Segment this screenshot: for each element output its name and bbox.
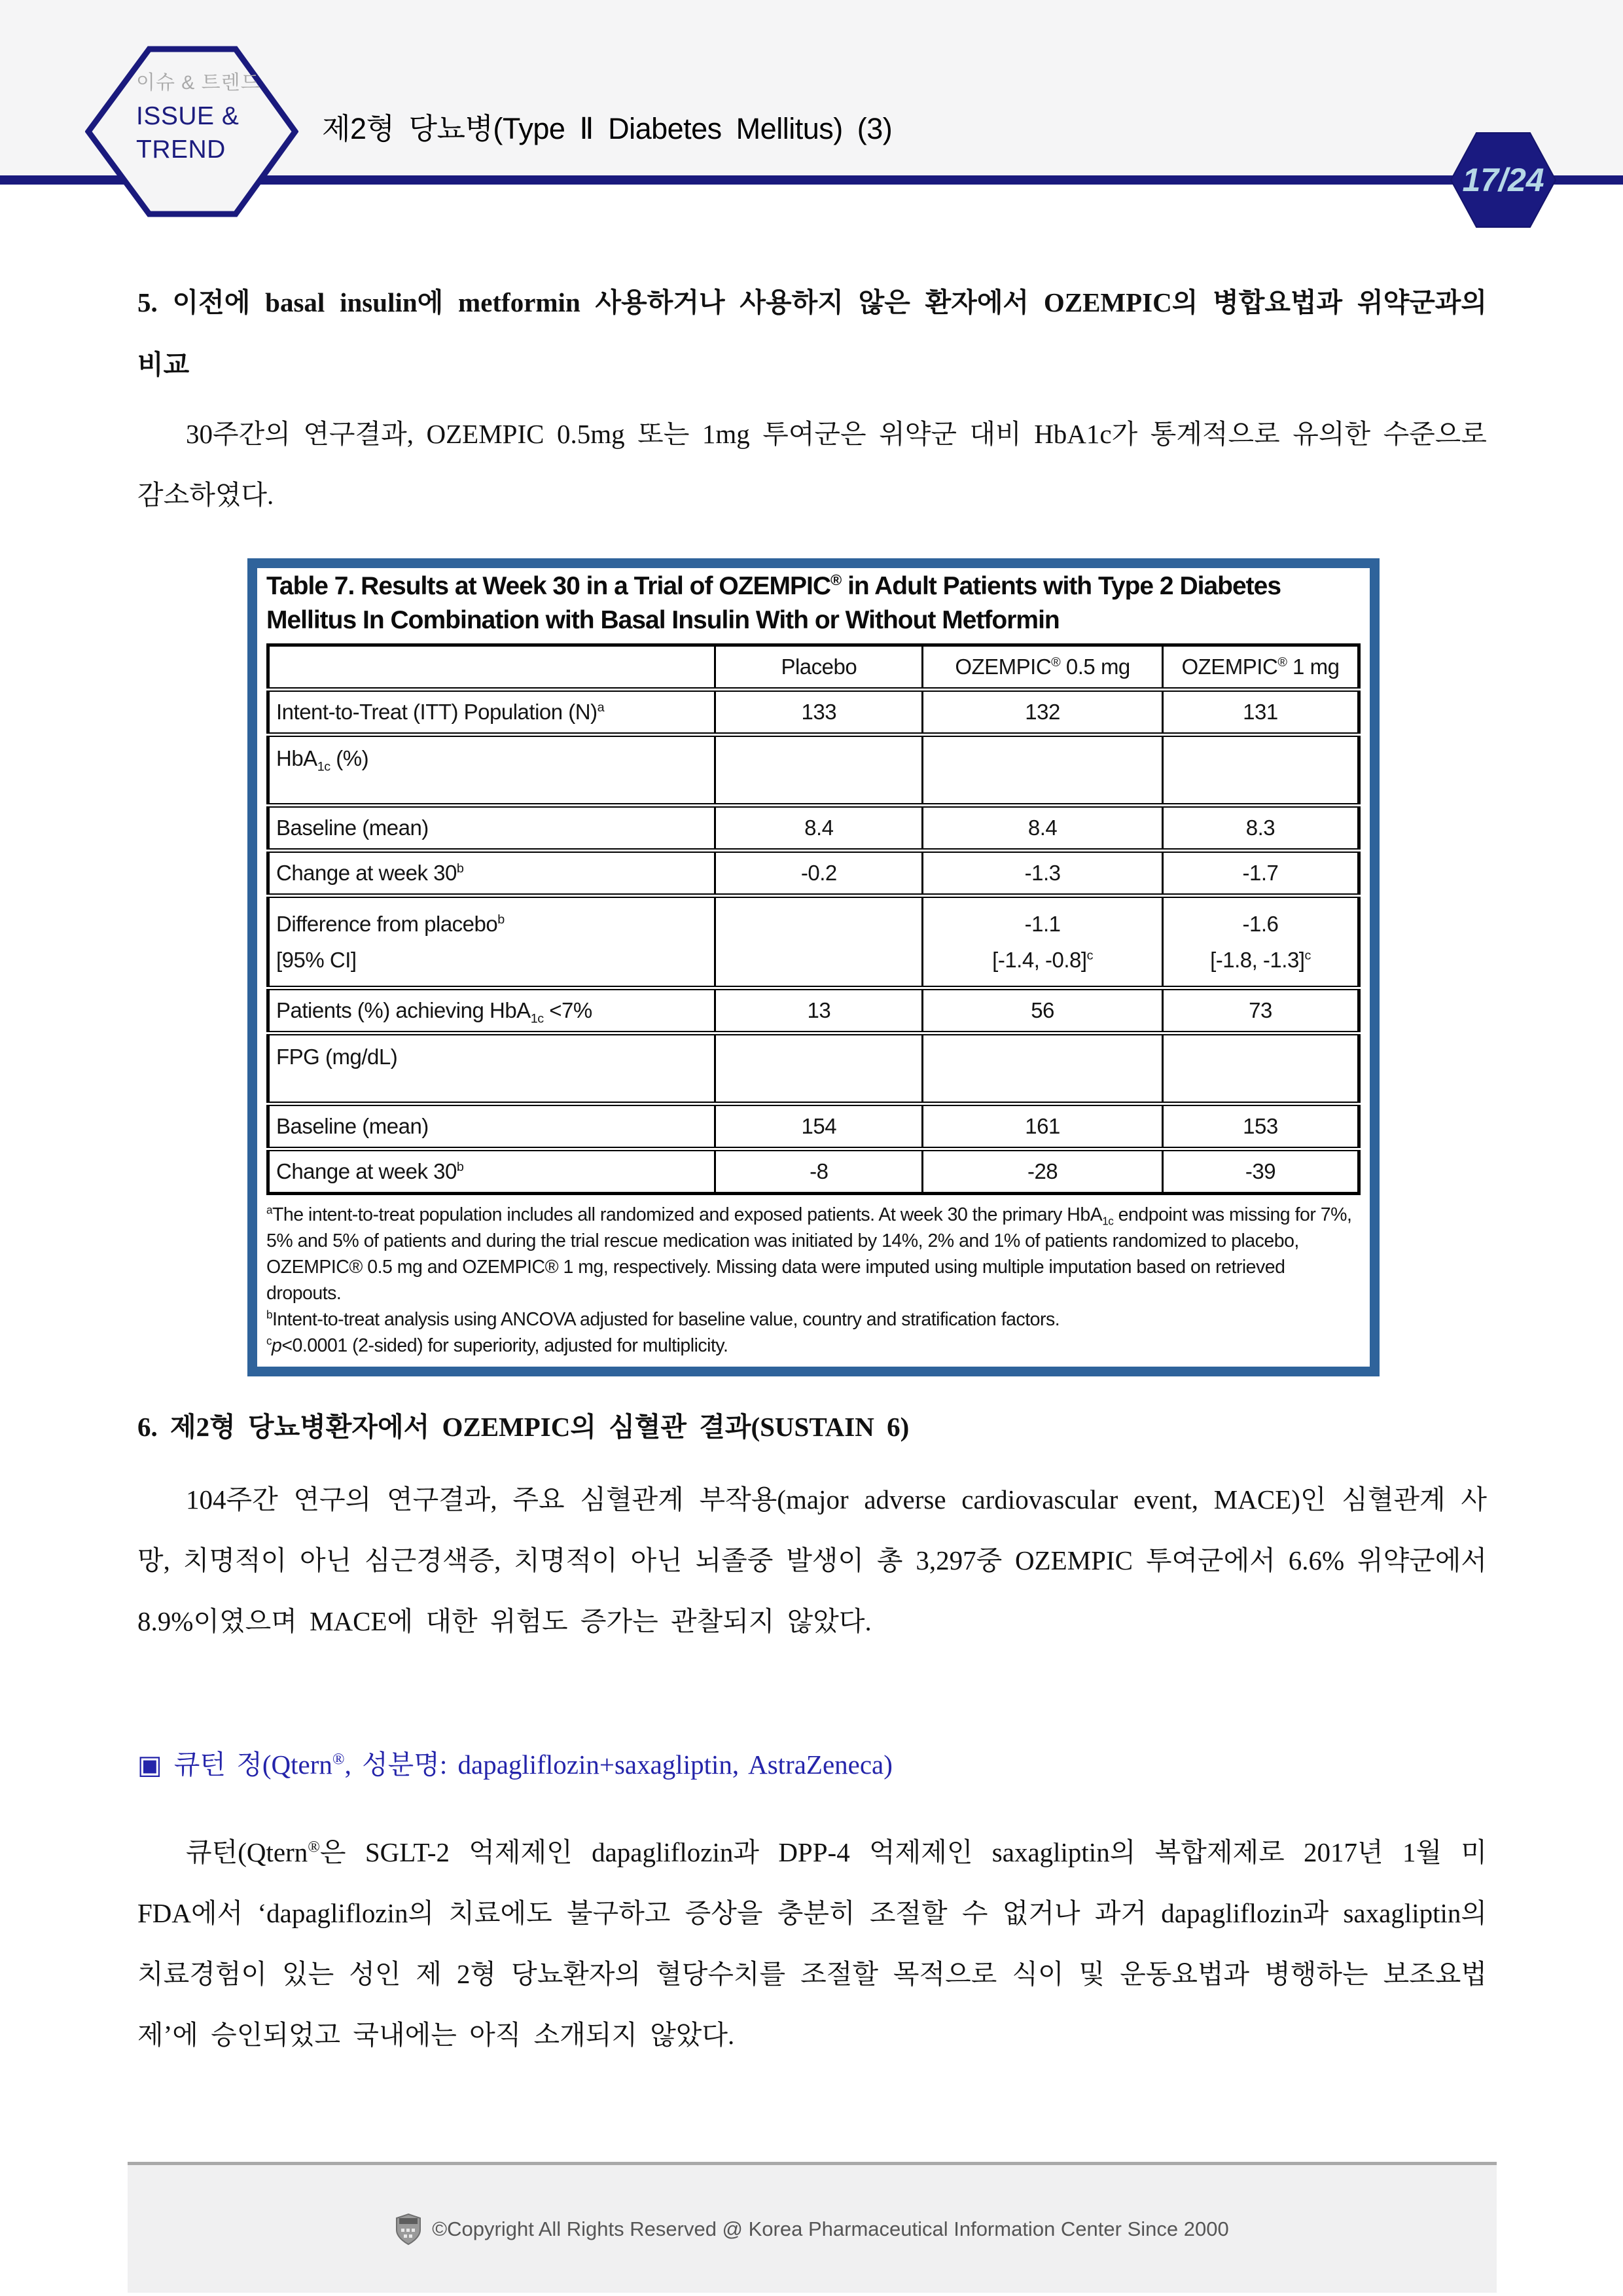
table-row-fpg-baseline	[268, 1104, 1359, 1149]
table-row-hba-change	[268, 851, 1359, 896]
cell-fpg-baseline-oz1: 153	[1162, 1104, 1359, 1149]
cell-fpg-change-oz1: -39	[1162, 1149, 1359, 1194]
cell-hba1c-label: HbA$_{1c}$ (%)	[268, 735, 715, 806]
page-number-badge: 17/24	[1462, 162, 1544, 198]
cell-patients-oz1: 73	[1162, 988, 1359, 1033]
cell-empty	[923, 1033, 1163, 1104]
cell-fpg-change-oz05: -28	[923, 1149, 1163, 1194]
cell-fpg-baseline-placebo: 154	[715, 1104, 923, 1149]
cell-empty	[715, 1033, 923, 1104]
section-5-heading: 5. 이전에 basal insulin에 metformin 사용하거나 사용하지 않은 환자에서 OZEMPIC의 병합요법과 위약군과의 비교	[137, 287, 1487, 380]
cell-empty	[1162, 735, 1359, 806]
cell-hba-change-label: Change at week 30$^b$	[268, 851, 715, 896]
cell-empty	[1162, 1033, 1359, 1104]
cell-hba-change-oz05: -1.3	[923, 851, 1163, 896]
cell-hba-baseline-placebo: 8.4	[715, 806, 923, 851]
table7-title: Table 7. Results at Week 30 in a Trial of OZEMPIC® in Adult Patients with Type 2 Diabetes Mellitus In Combination with Basal Insulin With or Without Metformin	[266, 571, 1281, 634]
page-title: 제2형 당뇨병(Type Ⅱ Diabetes Mellitus) (3)	[322, 112, 893, 145]
cell-hba-change-placebo: -0.2	[715, 851, 923, 896]
cell-diff-oz05: -1.1 [-1.4, -0.8]$^c$	[923, 896, 1163, 988]
registered-mark: ®	[1051, 655, 1061, 670]
qtern-heading: ▣ 큐턴 정(Qtern®, 성분명: dapagliflozin+saxagliptin, AstraZeneca)	[137, 1749, 893, 1780]
cell-empty	[923, 735, 1163, 806]
table-row-fpg-section	[268, 1033, 1359, 1104]
cell-hba-change-oz1: -1.7	[1162, 851, 1359, 896]
cell-fpg-baseline-oz05: 161	[923, 1104, 1163, 1149]
footer-band	[128, 2162, 1497, 2293]
cell-itt-oz05: 132	[923, 690, 1163, 735]
cell-itt-placebo: 133	[715, 690, 923, 735]
footnote-a: $^a$The intent-to-treat population includes all randomized and exposed patients. At week 30 the primary HbA$_{1c}$ endpoint was missing for 7%, 5% and 5% of patients and during the trial rescue medication was initiated by 14%, 2% and 1% of patients randomized to placebo, OZEMPIC® 0.5 mg and OZEMPIC® 1 mg, respectively. Missing data were imputed using multiple imputation based on retrieved dropouts.	[266, 1204, 1352, 1304]
footnote-b: $^b$Intent-to-treat analysis using ANCOVA adjusted for baseline value, country and stratification factors.	[266, 1308, 1060, 1330]
section-5-paragraph: 30주간의 연구결과, OZEMPIC 0.5mg 또는 1mg 투여군은 위약군 대비 HbA1c가 통계적으로 유의한 수준으로 감소하였다.	[137, 419, 1487, 510]
cell-empty	[715, 735, 923, 806]
table-row-patients	[268, 988, 1359, 1033]
cell-patients-oz05: 56	[923, 988, 1163, 1033]
section-6-heading: 6. 제2형 당뇨병환자에서 OZEMPIC의 심혈관 결과(SUSTAIN 6)	[137, 1412, 910, 1442]
col-header-ozempic-1: OZEMPIC® 1 mg	[1162, 645, 1359, 690]
cell-hba-baseline-oz1: 8.3	[1162, 806, 1359, 851]
table7-box	[247, 558, 1380, 1376]
table7-footnotes	[266, 1202, 1361, 1359]
cell-diff-label: Difference from placebo$^b$ [95% CI]	[268, 896, 715, 988]
table-row-fpg-change	[268, 1149, 1359, 1194]
table7	[266, 643, 1361, 1195]
registered-mark: ®	[1277, 655, 1287, 670]
table-row-itt	[268, 690, 1359, 735]
cell-itt-oz1: 131	[1162, 690, 1359, 735]
section-6-paragraph: 104주간 연구의 연구결과, 주요 심혈관계 부작용(major adverse cardiovascular event, MACE)인 심혈관계 사망, 치명적이 아닌 심근경색증, 치명적이 아닌 뇌졸중 발생이 총 3,297중 OZEMPIC 투여군에서 6.6% 위약군에서 8.9%이였으며 MACE에 대한 위험도 증가는 관찰되지 않았다.	[137, 1484, 1487, 1636]
logo-kicker: 이슈 & 트렌드	[136, 72, 260, 94]
col-header-empty	[268, 645, 715, 690]
footnote-c: $^c$p<0.0001 (2-sided) for superiority, adjusted for multiplicity.	[266, 1335, 728, 1356]
qtern-paragraph: 큐턴(Qtern®은 SGLT-2 억제제인 dapagliflozin과 DPP-4 억제제인 saxagliptin의 복합제제로 2017년 1월 미 FDA에서 ‘dapagliflozin의 치료에도 불구하고 증상을 충분히 조절할 수 없거나 과거 dapagliflozin과 saxagliptin의 치료경험이 있는 성인 제 2형 당뇨환자의 혈당수치를 조절할 목적으로 식이 및 운동요법과 병행하는 보조요법제’에 승인되었고 국내에는 아직 소개되지 않았다.	[137, 1837, 1487, 2050]
col-header-ozempic-05: OZEMPIC® 0.5 mg	[923, 645, 1163, 690]
copyright-text: ©Copyright All Rights Reserved @ Korea Pharmaceutical Information Center Since 2000	[432, 2217, 1229, 2240]
logo-line-trend: TREND	[136, 135, 226, 164]
logo-line-issue: ISSUE &	[136, 102, 240, 130]
cell-fpg-baseline-label: Baseline (mean)	[268, 1104, 715, 1149]
cell-hba-baseline-oz05: 8.4	[923, 806, 1163, 851]
table-row-hba1c-section	[268, 735, 1359, 806]
registered-mark: ®	[830, 571, 842, 588]
cell-itt-label: Intent-to-Treat (ITT) Population $(N)^a$	[268, 690, 715, 735]
logo-text-block	[136, 73, 260, 170]
table-row-difference	[268, 896, 1359, 988]
shield-icon	[395, 2213, 421, 2246]
cell-diff-oz1: -1.6 [-1.8, -1.3]$^c$	[1162, 896, 1359, 988]
cell-hba-baseline-label: Baseline (mean)	[268, 806, 715, 851]
cell-patients-label: Patients (%) achieving HbA$_{1c}$ <7%	[268, 988, 715, 1033]
table7-header-row	[268, 645, 1359, 690]
cell-fpg-change-label: Change at week 30$^b$	[268, 1149, 715, 1194]
table-row-hba-baseline	[268, 806, 1359, 851]
registered-mark: ®	[308, 1838, 320, 1856]
cell-empty	[715, 896, 923, 988]
cell-patients-placebo: 13	[715, 988, 923, 1033]
col-header-placebo: Placebo	[715, 645, 923, 690]
cell-fpg-label: FPG (mg/dL)	[268, 1033, 715, 1104]
cell-fpg-change-placebo: -8	[715, 1149, 923, 1194]
square-bullet-icon: ▣	[137, 1750, 162, 1780]
registered-mark: ®	[332, 1750, 345, 1768]
